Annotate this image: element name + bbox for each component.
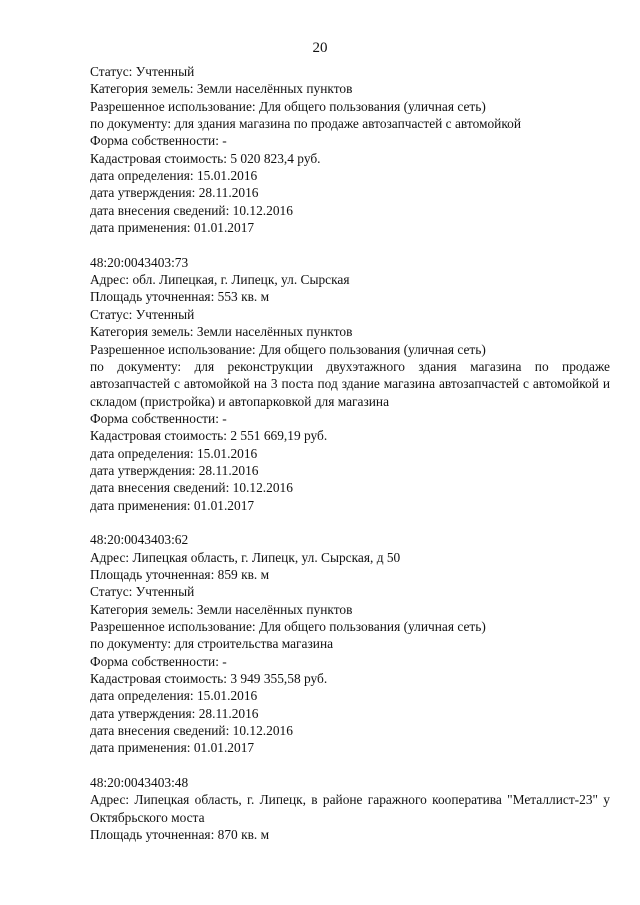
area-line: Площадь уточненная: 870 кв. м <box>90 827 270 843</box>
land-category-line: Категория земель: Земли населённых пунктов <box>90 324 353 340</box>
status-line: Статус: Учтенный <box>90 584 195 600</box>
document-purpose-line: по документу: для реконструкции двухэтажного здания магазина по продаже автозапчастей с автомойкой на 3 поста под здание магазина автозапчастей с автомойкой и складом (пристройка) и автопарковкой для магазина <box>90 358 610 409</box>
document-purpose-line: по документу: для здания магазина по продаже автозапчастей с автомойкой <box>90 116 522 132</box>
permitted-use-line: Разрешенное использование: Для общего пользования (уличная сеть) <box>90 98 486 114</box>
record-separator <box>62 757 610 774</box>
cadastral-record <box>62 254 610 514</box>
document-body <box>62 63 610 843</box>
ownership-form-line: Форма собственности: - <box>90 133 227 149</box>
application-date-line: дата применения: 01.01.2017 <box>90 497 255 513</box>
cadastral-value-line: Кадастровая стоимость: 3 949 355,58 руб. <box>90 671 328 687</box>
entry-date-line: дата внесения сведений: 10.12.2016 <box>90 202 293 218</box>
application-date-line: дата применения: 01.01.2017 <box>90 220 255 236</box>
document-purpose-line: по документу: для строительства магазина <box>90 636 334 652</box>
determination-date-line: дата определения: 15.01.2016 <box>90 168 258 184</box>
land-category-line: Категория земель: Земли населённых пунктов <box>90 601 353 617</box>
cadastral-record <box>62 531 610 756</box>
record-separator <box>62 236 610 253</box>
cadastral-value-line: Кадастровая стоимость: 2 551 669,19 руб. <box>90 428 328 444</box>
address-line: Адрес: обл. Липецкая, г. Липецк, ул. Сырская <box>90 272 350 288</box>
address-line: Адрес: Липецкая область, г. Липецк, ул. Сырская, д 50 <box>90 549 401 565</box>
land-category-line: Категория земель: Земли населённых пунктов <box>90 81 353 97</box>
determination-date-line: дата определения: 15.01.2016 <box>90 688 258 704</box>
approval-date-line: дата утверждения: 28.11.2016 <box>90 185 259 201</box>
record-separator <box>62 514 610 531</box>
permitted-use-line: Разрешенное использование: Для общего пользования (уличная сеть) <box>90 341 486 357</box>
ownership-form-line: Форма собственности: - <box>90 653 227 669</box>
page-number: 20 <box>312 40 328 56</box>
application-date-line: дата применения: 01.01.2017 <box>90 740 255 756</box>
entry-date-line: дата внесения сведений: 10.12.2016 <box>90 480 293 496</box>
entry-date-line: дата внесения сведений: 10.12.2016 <box>90 723 293 739</box>
status-line: Статус: Учтенный <box>90 64 195 79</box>
cadastral-record <box>62 774 610 843</box>
permitted-use-line: Разрешенное использование: Для общего пользования (уличная сеть) <box>90 619 486 634</box>
area-line: Площадь уточненная: 553 кв. м <box>90 289 270 305</box>
approval-date-line: дата утверждения: 28.11.2016 <box>90 462 259 478</box>
determination-date-line: дата определения: 15.01.2016 <box>90 445 258 461</box>
cadastral-record <box>62 63 610 236</box>
approval-date-line: дата утверждения: 28.11.2016 <box>90 705 259 721</box>
status-line: Статус: Учтенный <box>90 306 195 322</box>
address-line: Адрес: Липецкая область, г. Липецк, в районе гаражного кооператива "Металлист-23" у Октябрьского моста <box>90 792 610 825</box>
area-line: Площадь уточненная: 859 кв. м <box>90 566 270 582</box>
cadastral-number-line: 48:20:0043403:48 <box>90 775 189 791</box>
ownership-form-line: Форма собственности: - <box>90 410 227 426</box>
cadastral-number-line: 48:20:0043403:73 <box>90 254 189 270</box>
cadastral-value-line: Кадастровая стоимость: 5 020 823,4 руб. <box>90 150 321 166</box>
cadastral-number-line: 48:20:0043403:62 <box>90 532 189 548</box>
